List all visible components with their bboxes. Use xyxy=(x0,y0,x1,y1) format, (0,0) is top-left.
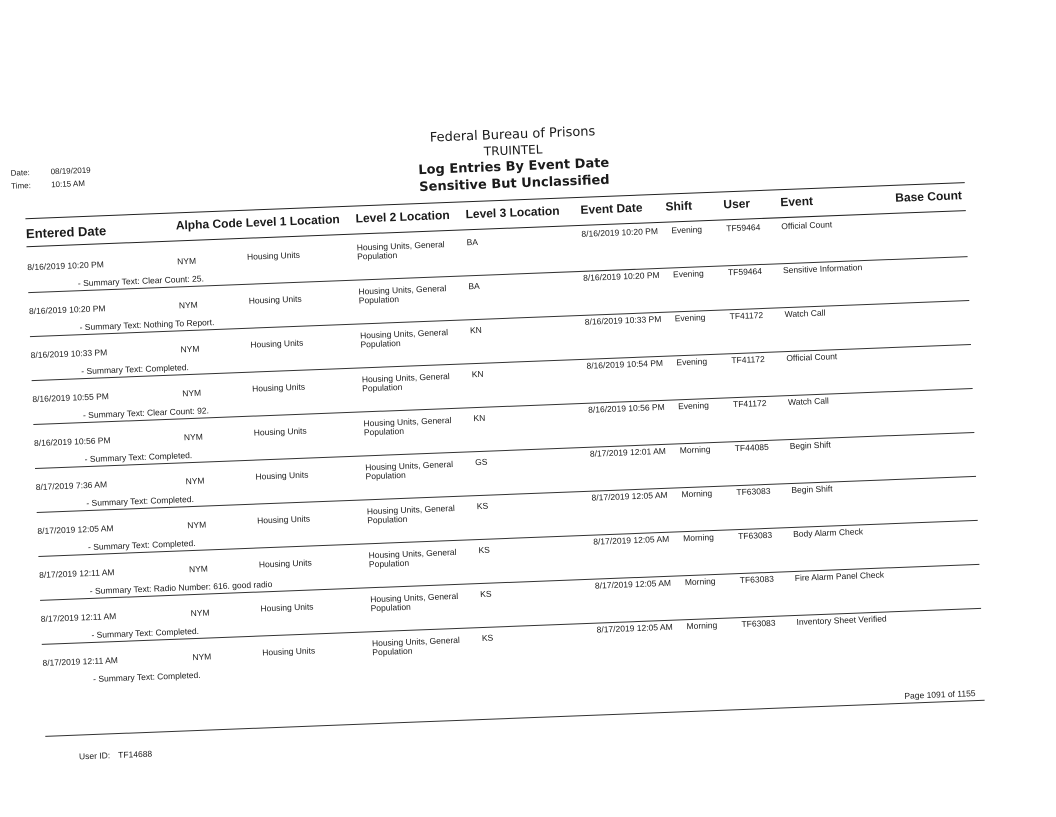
summary-text: - Summary Text: Completed. xyxy=(81,362,189,377)
level1-location: Housing Units xyxy=(260,601,314,614)
print-datetime xyxy=(10,164,91,193)
level2-line1: Housing Units, General xyxy=(371,634,460,649)
entered-date: 8/16/2019 10:20 PM xyxy=(27,259,104,273)
alpha-code: NYM xyxy=(187,519,207,531)
alpha-code: NYM xyxy=(192,651,212,663)
level1-location: Housing Units xyxy=(253,425,307,438)
col-base-count: Base Count xyxy=(894,188,963,205)
col-event-date: Event Date xyxy=(580,200,643,217)
summary-text: - Summary Text: Completed. xyxy=(87,537,196,553)
event-date: 8/16/2019 10:33 PM xyxy=(584,313,662,327)
alpha-code: NYM xyxy=(182,387,202,399)
org-name: Federal Bureau of Prisons xyxy=(429,124,596,146)
user: TF41172 xyxy=(732,397,767,410)
level1-location: Housing Units xyxy=(251,381,306,394)
level2-line2: Population xyxy=(358,293,400,306)
col-entered-date: Entered Date xyxy=(25,223,107,242)
entered-date: 8/17/2019 12:11 AM xyxy=(38,567,115,580)
summary-text: - Summary Text: Clear Count: 92. xyxy=(82,405,210,421)
user: TF41172 xyxy=(729,309,764,322)
level2-line1: Housing Units, General xyxy=(358,283,447,297)
date-label: Date: xyxy=(10,168,30,178)
level3-location: KN xyxy=(473,412,486,424)
level3-location: KS xyxy=(476,500,489,512)
level2-line2: Population xyxy=(356,249,398,262)
summary-text: - Summary Text: Radio Number: 616. good radio xyxy=(89,579,273,597)
level3-location: KN xyxy=(471,368,484,380)
summary-text: - Summary Text: Completed. xyxy=(92,669,201,684)
alpha-code: NYM xyxy=(188,563,209,575)
level1-location: Housing Units xyxy=(262,645,316,658)
user: TF44085 xyxy=(734,441,769,454)
level2-line2: Population xyxy=(365,469,406,482)
level2-line2: Population xyxy=(363,425,405,438)
level2-line1: Housing Units, General xyxy=(363,415,452,429)
level3-location: BA xyxy=(466,236,479,248)
shift: Morning xyxy=(686,619,718,632)
event-date: 8/17/2019 12:05 AM xyxy=(591,489,668,503)
col-level1: Level 1 Location xyxy=(245,212,340,230)
level1-location: Housing Units xyxy=(256,513,311,526)
level2-line2: Population xyxy=(367,513,408,526)
time-label: Time: xyxy=(10,180,32,191)
event-date: 8/16/2019 10:54 PM xyxy=(586,357,664,371)
report-title-block xyxy=(382,122,644,197)
level2-line1: Housing Units, General xyxy=(356,239,445,253)
user: TF63083 xyxy=(737,529,773,542)
level2-line1: Housing Units, General xyxy=(365,458,454,473)
entered-date: 8/16/2019 10:55 PM xyxy=(32,391,110,405)
level2-location xyxy=(360,328,449,349)
level3-location: GS xyxy=(474,456,488,468)
level2-line2: Population xyxy=(370,601,411,614)
summary-text: - Summary Text: Clear Count: 25. xyxy=(77,273,205,289)
summary-text: - Summary Text: Nothing To Report. xyxy=(79,317,215,333)
event: Begin Shift xyxy=(791,483,833,496)
shift: Evening xyxy=(671,224,703,236)
event: Official Count xyxy=(781,219,833,232)
col-alpha-code: Alpha Code xyxy=(175,215,243,233)
level3-location: KS xyxy=(478,544,491,556)
shift: Morning xyxy=(681,488,713,500)
level2-location xyxy=(365,460,454,481)
user: TF59464 xyxy=(727,265,763,278)
shift: Morning xyxy=(682,532,715,544)
level3-location: BA xyxy=(468,280,480,292)
classification: Sensitive But Unclassified xyxy=(418,172,610,196)
level2-line1: Housing Units, General xyxy=(368,546,457,561)
user: TF41172 xyxy=(731,353,765,366)
event-date: 8/16/2019 10:20 PM xyxy=(581,225,659,239)
event: Begin Shift xyxy=(789,439,831,452)
user: TF63083 xyxy=(741,617,776,630)
level2-location xyxy=(367,504,456,525)
col-level2: Level 2 Location xyxy=(355,207,450,226)
summary-text: - Summary Text: Completed. xyxy=(91,625,200,640)
level3-location: KS xyxy=(479,588,492,600)
alpha-code: NYM xyxy=(176,255,197,267)
shift: Evening xyxy=(676,356,708,368)
level2-line1: Housing Units, General xyxy=(359,327,449,341)
alpha-code: NYM xyxy=(185,475,205,487)
level2-location xyxy=(370,592,459,613)
shift: Evening xyxy=(672,268,704,280)
level2-line1: Housing Units, General xyxy=(361,371,450,385)
footer-rule xyxy=(45,700,984,737)
summary-text: - Summary Text: Completed. xyxy=(84,449,193,465)
user-id-value: TF14688 xyxy=(117,748,153,760)
alpha-code: NYM xyxy=(178,299,198,311)
level2-line2: Population xyxy=(368,557,410,570)
event-date: 8/17/2019 12:05 AM xyxy=(596,621,673,635)
col-user: User xyxy=(723,196,751,212)
event-date: 8/17/2019 12:05 AM xyxy=(593,533,670,547)
level1-location: Housing Units xyxy=(246,249,301,262)
user-id-label: User ID: xyxy=(78,750,111,762)
entered-date: 8/17/2019 12:11 AM xyxy=(42,654,119,668)
event: Watch Call xyxy=(787,395,829,408)
time-value: 10:15 AM xyxy=(50,178,86,190)
event: Body Alarm Check xyxy=(792,526,864,539)
alpha-code: NYM xyxy=(180,343,200,355)
event: Watch Call xyxy=(784,307,826,320)
report-sheet xyxy=(10,110,986,756)
level2-line1: Housing Units, General xyxy=(370,590,459,605)
shift: Morning xyxy=(684,575,716,588)
event-date: 8/17/2019 12:01 AM xyxy=(589,445,667,459)
level2-location xyxy=(368,548,457,569)
entered-date: 8/16/2019 10:56 PM xyxy=(33,435,111,449)
entered-date: 8/17/2019 12:05 AM xyxy=(37,523,114,536)
level2-line2: Population xyxy=(372,645,413,658)
level2-location xyxy=(357,240,446,261)
shift: Morning xyxy=(679,444,711,456)
page-number: Page 1091 of 1155 xyxy=(904,688,976,701)
level3-location: KS xyxy=(481,632,494,643)
alpha-code: NYM xyxy=(183,431,203,443)
level2-location xyxy=(358,284,447,305)
level2-line2: Population xyxy=(361,381,403,394)
shift: Evening xyxy=(674,312,706,324)
level2-location xyxy=(362,372,451,393)
footer-user-id xyxy=(79,749,153,762)
level2-line1: Housing Units, General xyxy=(366,502,455,517)
level2-location xyxy=(363,416,452,437)
level1-location: Housing Units xyxy=(258,557,312,570)
col-level3: Level 3 Location xyxy=(465,203,560,222)
user: TF59464 xyxy=(726,222,761,234)
event-date: 8/16/2019 10:56 PM xyxy=(587,401,665,415)
user: TF63083 xyxy=(739,573,775,586)
level3-location: KN xyxy=(469,324,483,336)
entered-date: 8/16/2019 10:33 PM xyxy=(30,347,108,361)
level1-location: Housing Units xyxy=(248,293,302,306)
event: Official Count xyxy=(786,351,838,364)
date-value: 08/19/2019 xyxy=(50,165,91,177)
user: TF63083 xyxy=(736,485,771,498)
level2-line2: Population xyxy=(360,337,401,350)
log-entries xyxy=(27,214,983,690)
level1-location: Housing Units xyxy=(255,469,309,482)
report-title: Log Entries By Event Date xyxy=(418,155,610,179)
entered-date: 8/16/2019 10:20 PM xyxy=(28,303,106,317)
system-name: TRUINTEL xyxy=(483,142,543,159)
event: Inventory Sheet Verified xyxy=(796,613,887,627)
shift: Evening xyxy=(677,400,709,412)
level1-location: Housing Units xyxy=(250,337,304,350)
col-shift: Shift xyxy=(665,198,693,214)
summary-text: - Summary Text: Completed. xyxy=(86,493,195,509)
col-event: Event xyxy=(780,193,814,210)
entered-date: 8/17/2019 7:36 AM xyxy=(35,479,108,493)
entered-date: 8/17/2019 12:11 AM xyxy=(40,611,117,624)
event: Sensitive Information xyxy=(782,262,863,276)
level2-location xyxy=(372,636,461,657)
alpha-code: NYM xyxy=(190,607,210,619)
event: Fire Alarm Panel Check xyxy=(794,569,885,583)
event-date: 8/16/2019 10:20 PM xyxy=(582,269,660,283)
event-date: 8/17/2019 12:05 AM xyxy=(594,577,672,591)
